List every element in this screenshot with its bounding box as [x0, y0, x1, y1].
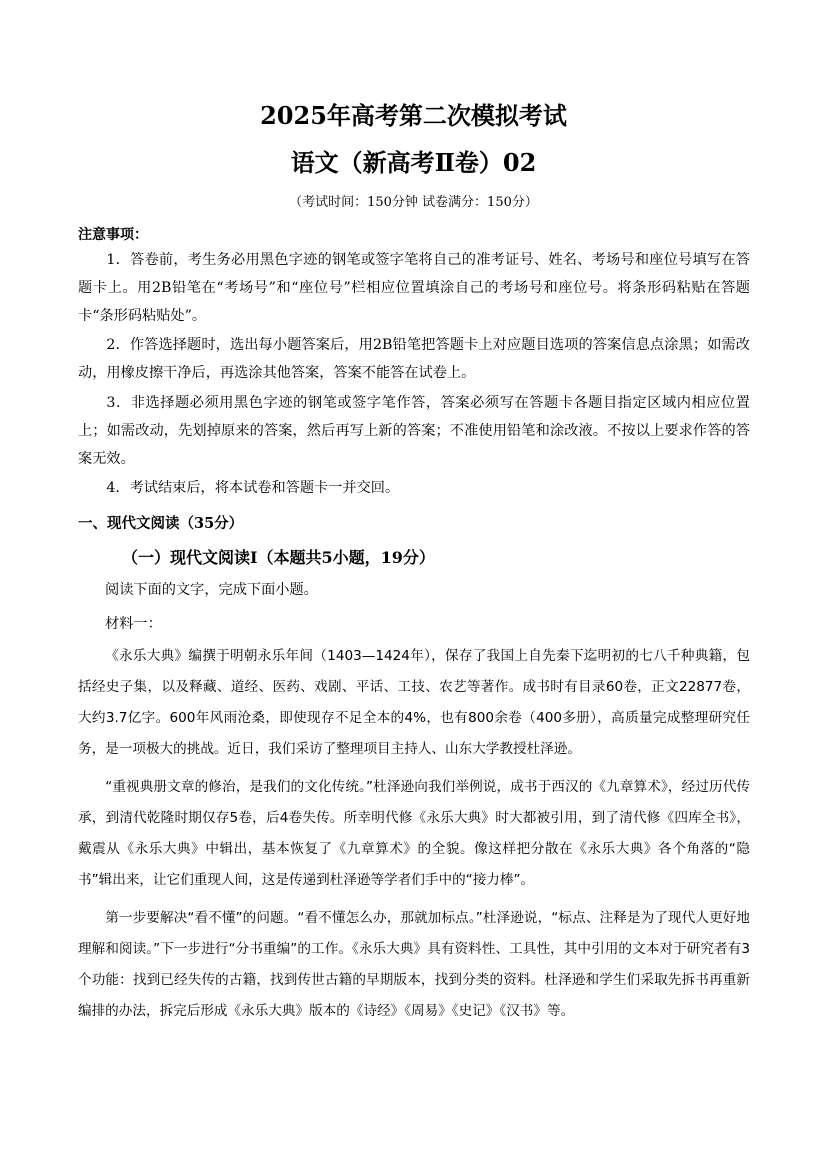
exam-info: （考试时间：150分钟 试卷满分：150分） [289, 195, 538, 210]
passage-paragraph-3: 第一步要解决“看不懂”的问题。“看不懂怎么办，那就加标点。”杜泽逊说，“标点、注释是为了现代人更好地理解和阅读。”下一步进行“分书重编”的工作。《永乐大典》具有资料性、工具性，其中引用的文本对于研究者有3个功能：找到已经失传的古籍，找到传世古籍的早期版本，找到分类的资料。杜泽逊和学生们采取先拆书再重新编排的办法，拆完后形成《永乐大典》版本的《诗经》《周易》《史记》《汉书》等。 [78, 910, 750, 1019]
notice-item-1: 1．答卷前，考生务必用黑色字迹的钢笔或签字笔将自己的准考证号、姓名、考场号和座位号填写在答题卡上。用2B铅笔在“考场号”和“座位号”栏相应位置填涂自己的考场号和座位号。将条形码粘贴在答题卡“条形码粘贴处”。 [78, 252, 750, 324]
notice-item-4: 4．考试结束后，将本试卷和答题卡一并交回。 [106, 480, 400, 496]
notice-item-2: 2．作答选择题时，选出每小题答案后，用2B铅笔把答题卡上对应题目选项的答案信息点涂黑；如需改动，用橡皮擦干净后，再选涂其他答案，答案不能答在试卷上。 [78, 337, 750, 381]
section-title: 一、现代文阅读（35分） [78, 515, 244, 532]
section-subtitle: （一）现代文阅读Ⅰ（本题共5小题，19分） [122, 548, 435, 567]
notice-item-3: 3．非选择题必须用黑色字迹的钢笔或签字笔作答，答案必须写在答题卡各题目指定区域内相应位置上；如需改动，先划掉原来的答案，然后再写上新的答案；不准使用铅笔和涂改液。不按以上要求作答的答案无效。 [78, 395, 750, 467]
passage-paragraph-1: 《永乐大典》编撰于明朝永乐年间（1403—1424年），保存了我国上自先秦下迄明初的七八千种典籍，包括经史子集，以及释藏、道经、医药、戏剧、平话、工技、农艺等著作。成书时有目录60卷，正文22877卷，大约3.7亿字。600年风雨沧桑，即使现存不足全本的4%，也有800余卷（400多册），高质量完成整理研究任务，是一项极大的挑战。近日，我们采访了整理项目主持人、山东大学教授杜泽逊。 [78, 648, 750, 757]
notice-heading: 注意事项： [78, 227, 148, 243]
passage-paragraph-2: “重视典册文章的修治，是我们的文化传统。”杜泽逊向我们举例说，成书于西汉的《九章算术》，经过历代传承，到清代乾隆时期仅存5卷，后4卷失传。所幸明代修《永乐大典》时大都被引用，到了清代修《四库全书》，戴震从《永乐大典》中辑出，基本恢复了《九章算术》的全貌。像这样把分散在《永乐大典》各个角落的“隐书”辑出来，让它们重现人间，这是传递到杜泽逊等学者们手中的“接力棒”。 [78, 779, 750, 888]
exam-title: 2025年高考第二次模拟考试 [260, 101, 567, 130]
exam-subtitle: 语文（新高考Ⅱ卷）02 [290, 148, 537, 177]
material-label: 材料一： [105, 616, 162, 632]
reading-instruction: 阅读下面的文字，完成下面小题。 [105, 582, 318, 598]
